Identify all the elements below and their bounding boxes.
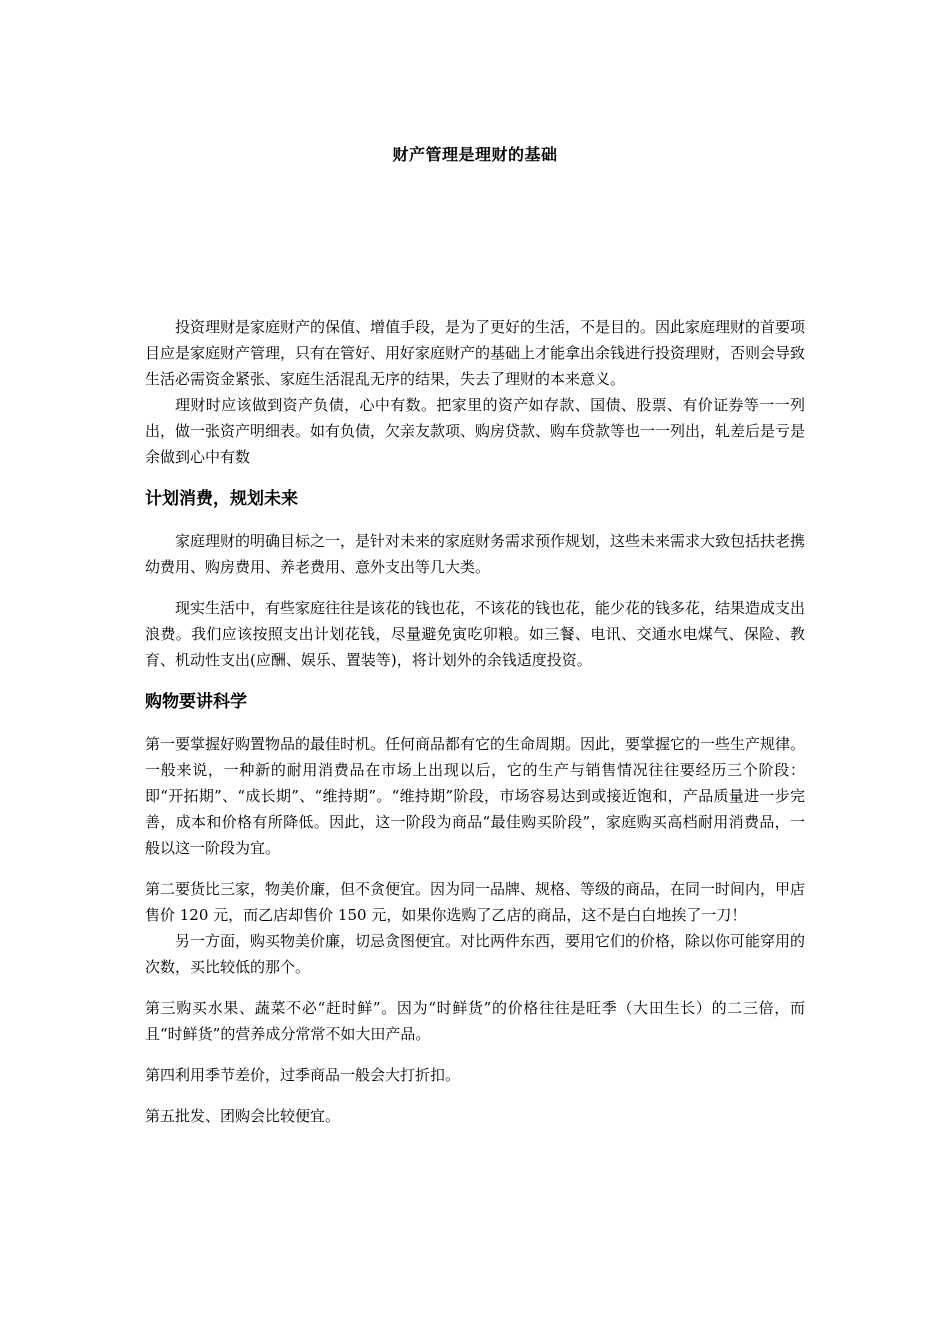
shopping-point-5: 第五批发、团购会比较便宜。 — [145, 1107, 341, 1125]
section1-paragraph-1: 家庭理财的明确目标之一，是针对未来的家庭财务需求预作规划，这些未来需求大致包括扶老携幼费用、购房费用、养老费用、意外支出等几大类。 — [145, 532, 806, 576]
shopping-point-2-extra: 另一方面，购买物美价廉，切忌贪图便宜。对比两件东西，要用它们的价格，除以你可能穿用的次数，买比较低的那个。 — [145, 932, 806, 976]
shopping-point-1: 第一要掌握好购置物品的最佳时机。任何商品都有它的生命周期。因此，要掌握它的一些生产规律。一般来说，一种新的耐用消费品在市场上出现以后，它的生产与销售情况往往要经历三个阶段：即“开拓期”、“成长期”、“维持期”。“维持期”阶段，市场容易达到或接近饱和，产品质量进一步完善，成本和价格有所降低。因此，这一阶段为商品“最佳购买阶段”，家庭购买高档耐用消费品，一般以这一阶段为宜。 — [145, 735, 806, 857]
document-title: 财产管理是理财的基础 — [392, 145, 558, 164]
intro-paragraph-2: 理财时应该做到资产负债，心中有数。把家里的资产如存款、国债、股票、有价证券等一一列出，做一张资产明细表。如有负债，欠亲友款项、购房贷款、购车贷款等也一一列出，轧差后是亏是余做到心中有数 — [145, 396, 806, 466]
document-body — [145, 314, 805, 1129]
section-heading-plan-consumption: 计划消费，规划未来 — [145, 489, 298, 509]
section-heading-shopping: 购物要讲科学 — [145, 692, 247, 712]
shopping-point-2: 第二要货比三家，物美价廉，但不贪便宜。因为同一品牌、规格、等级的商品，在同一时间内，甲店售价 120 元，而乙店却售价 150 元，如果你选购了乙店的商品，这不是白白地挨了一刀！ — [145, 880, 806, 924]
shopping-point-3: 第三购买水果、蔬菜不必“赶时鲜”。因为“时鲜货”的价格往往是旺季（大田生长）的二三倍，而且“时鲜货”的营养成分常常不如大田产品。 — [145, 999, 805, 1043]
intro-paragraph-1: 投资理财是家庭财产的保值、增值手段，是为了更好的生活，不是目的。因此家庭理财的首要项目应是家庭财产管理，只有在管好、用好家庭财产的基础上才能拿出余钱进行投资理财，否则会导致生活必需资金紧张、家庭生活混乱无序的结果，失去了理财的本来意义。 — [145, 318, 806, 388]
shopping-point-4: 第四利用季节差价，过季商品一般会大打折扣。 — [145, 1066, 461, 1084]
section1-paragraph-2: 现实生活中，有些家庭往往是该花的钱也花，不该花的钱也花，能少花的钱多花，结果造成支出浪费。我们应该按照支出计划花钱，尽量避免寅吃卯粮。如三餐、电讯、交通水电煤气、保险、教育、机动性支出(应酬、娱乐、置装等)，将计划外的余钱适度投资。 — [145, 599, 806, 669]
